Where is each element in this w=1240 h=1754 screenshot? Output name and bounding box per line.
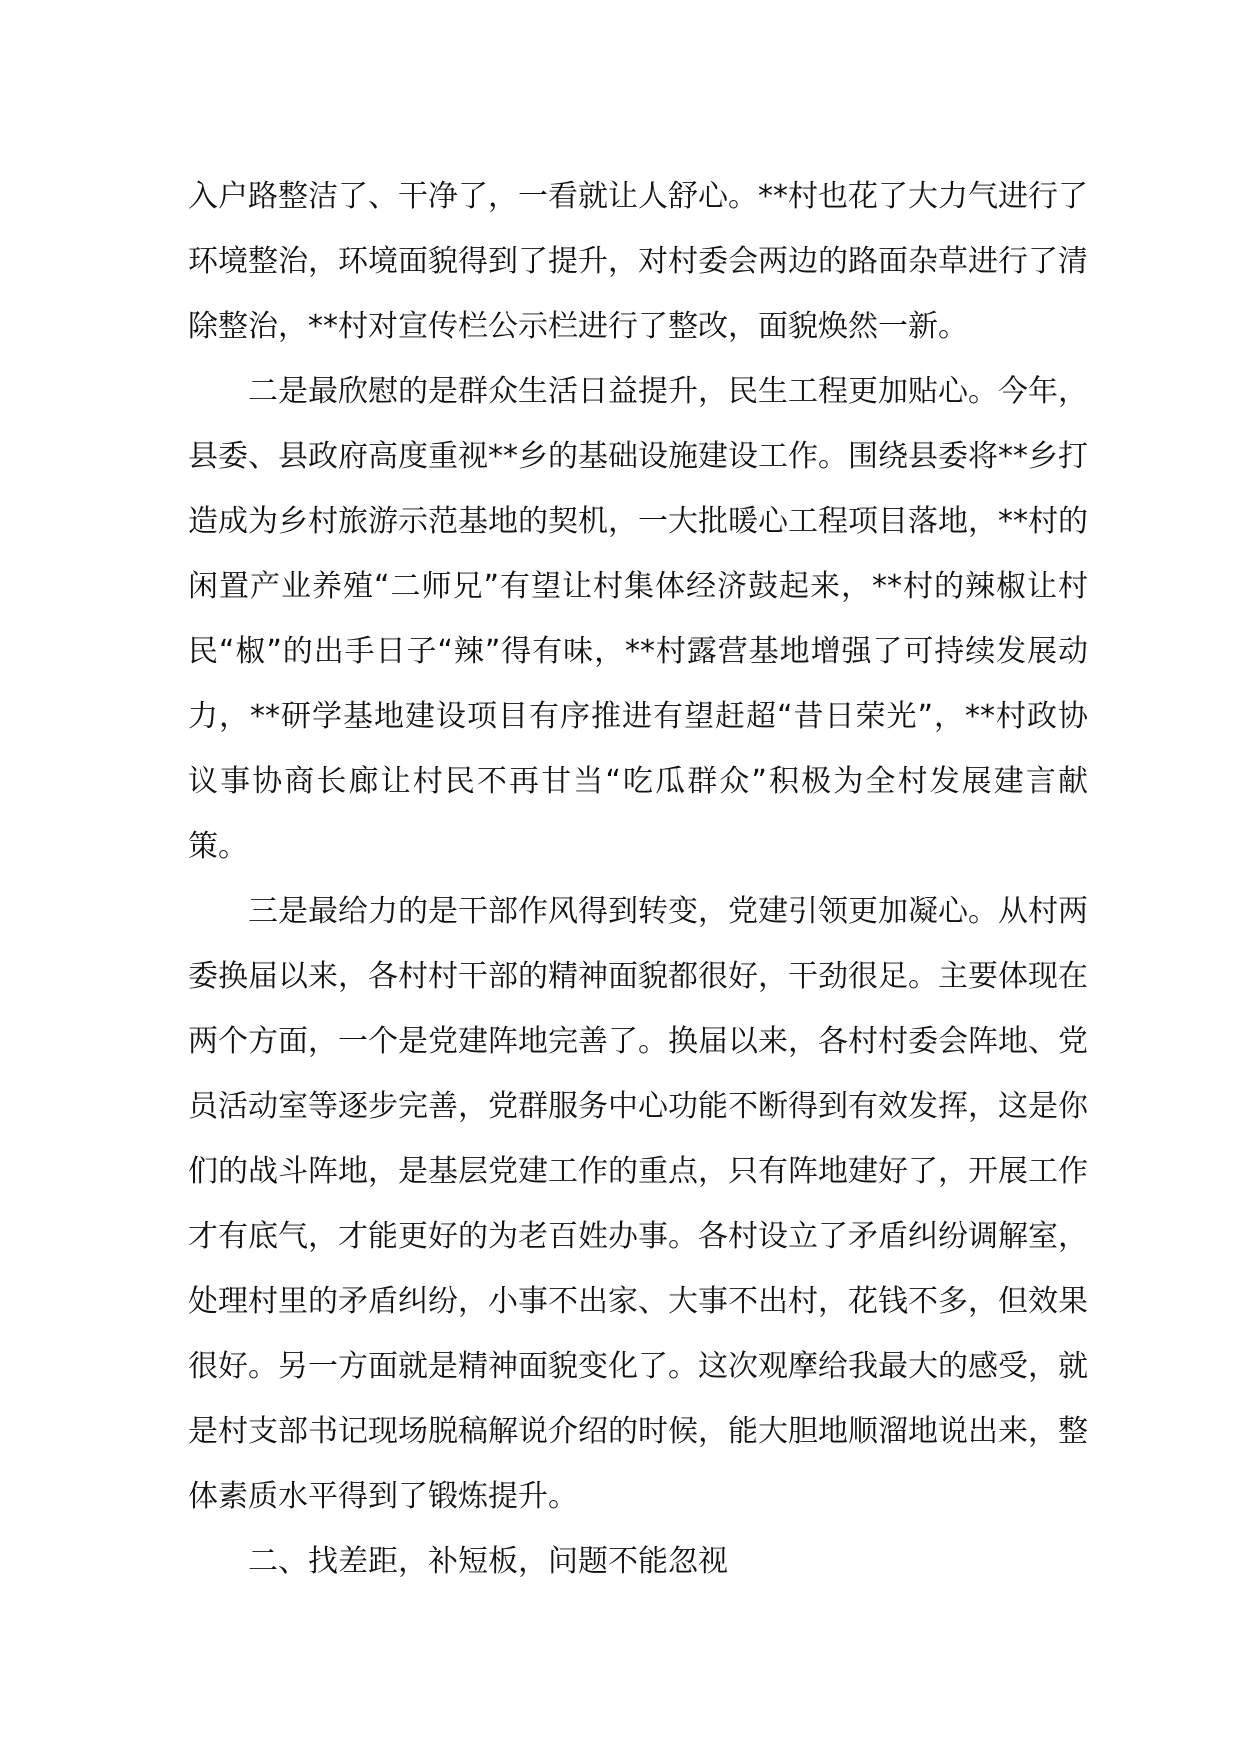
paragraph-livelihood: 二是最欣慰的是群众生活日益提升，民生工程更加贴心。今年，县委、县政府高度重视**乡的基础设施建设工作。围绕县委将**乡打造成为乡村旅游示范基地的契机，一大批暖心工程项目落地，**村的闲置产业养殖“二师兄”有望让村集体经济鼓起来，**村的辣椒让村民“椒”的出手日子“辣”得有味，**村露营基地增强了可持续发展动力，**研学基地建设项目有序推进有望赶超“昔日荣光”，**村政协议事协商长廊让村民不再甘当“吃瓜群众”积极为全村发展建言献策。: [188, 374, 1088, 864]
paragraph-cadre-style: 三是最给力的是干部作风得到转变，党建引领更加凝心。从村两委换届以来，各村村干部的精神面貌都很好，干劲很足。主要体现在两个方面，一个是党建阵地完善了。换届以来，各村村委会阵地、党员活动室等逐步完善，党群服务中心功能不断得到有效发挥，这是你们的战斗阵地，是基层党建工作的重点，只有阵地建好了，开展工作才有底气，才能更好的为老百姓办事。各村设立了矛盾纠纷调解室，处理村里的矛盾纠纷，小事不出家、大事不出村，花钱不多，但效果很好。另一方面就是精神面貌变化了。这次观摩给我最大的感受，就是村支部书记现场脱稿解说介绍的时候，能大胆地顺溜地说出来，整体素质水平得到了锻炼提升。: [188, 894, 1088, 1514]
paragraph-environment-continuation: 入户路整洁了、干净了，一看就让人舒心。**村也花了大力气进行了环境整治，环境面貌得到了提升，对村委会两边的路面杂草进行了清除整治，**村对宣传栏公示栏进行了整改，面貌焕然一新。: [188, 179, 1088, 344]
section-heading-two: 二、找差距，补短板，问题不能忽视: [248, 1544, 728, 1579]
document-body: [188, 164, 1088, 1594]
